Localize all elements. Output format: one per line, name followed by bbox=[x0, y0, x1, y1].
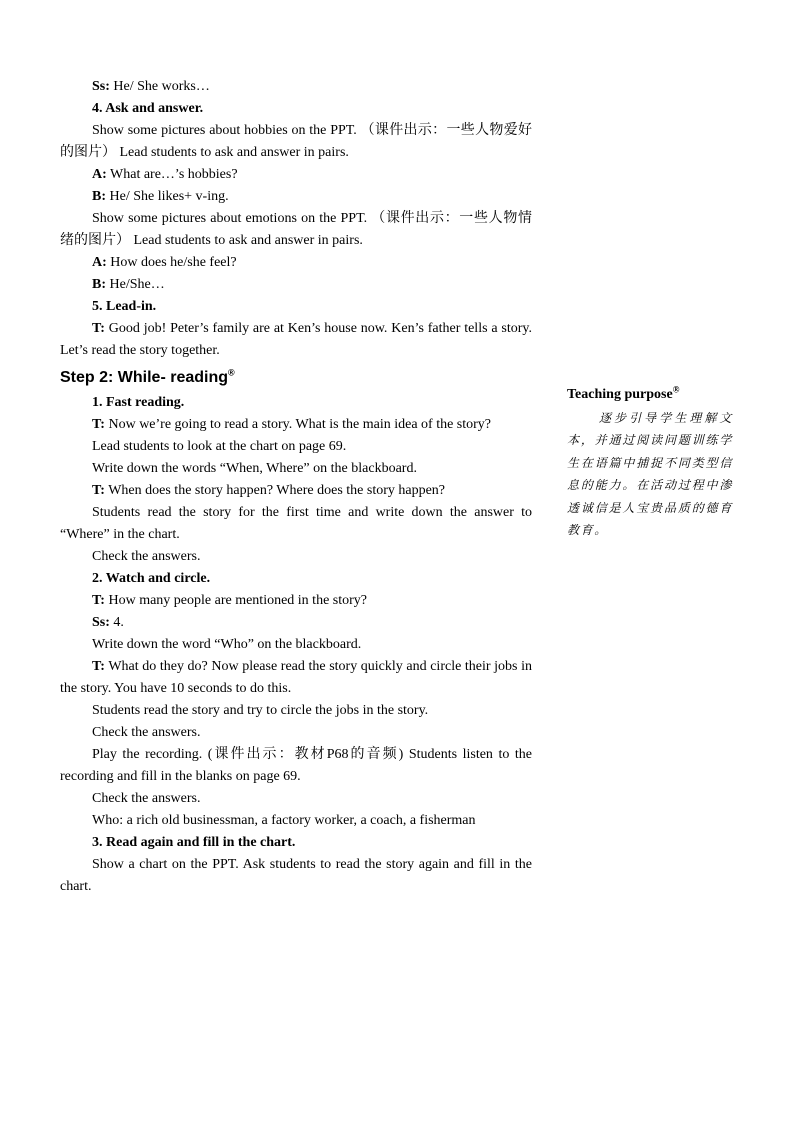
line-text: Play the recording. (课件出示：教材P68的音频) Students listen to the recording and fill in the blanks on page 69. bbox=[60, 747, 532, 784]
paragraph bbox=[60, 700, 532, 722]
speaker-label: B: bbox=[92, 189, 106, 204]
line-text: What are…’s hobbies? bbox=[106, 167, 238, 182]
speaker-label: Ss: bbox=[92, 79, 110, 94]
dialogue-line bbox=[60, 318, 532, 362]
speaker-label: Ss: bbox=[92, 615, 110, 630]
line-text: Check the answers. bbox=[92, 791, 201, 806]
speaker-label: T: bbox=[92, 417, 105, 432]
teaching-purpose-title: Teaching purpose® bbox=[567, 384, 680, 402]
speaker-label: A: bbox=[92, 167, 107, 182]
line-text: Show some pictures about hobbies on the PPT. （课件出示：一些人物爱好的图片） Lead students to ask and answer in pairs. bbox=[60, 123, 532, 160]
line-text: Show some pictures about emotions on the PPT. （课件出示：一些人物情绪的图片） Lead students to ask and answer in pairs. bbox=[60, 211, 532, 248]
line-text: He/She… bbox=[106, 277, 165, 292]
line-text: When does the story happen? Where does the story happen? bbox=[104, 483, 446, 498]
paragraph bbox=[60, 208, 532, 252]
dialogue-line bbox=[60, 590, 532, 612]
line-text: Write down the words “When, Where” on the blackboard. bbox=[92, 461, 417, 476]
line-text: Check the answers. bbox=[92, 549, 201, 564]
subheading: 1. Fast reading. bbox=[92, 395, 185, 410]
speaker-label: T: bbox=[92, 593, 105, 608]
dialogue-line bbox=[60, 252, 532, 274]
line-text: Students read the story for the first time and write down the answer to “Where” in the chart. bbox=[60, 505, 532, 542]
line-text: Show a chart on the PPT. Ask students to read the story again and fill in the chart. bbox=[60, 857, 532, 894]
paragraph bbox=[60, 744, 532, 788]
line-text: He/ She works… bbox=[109, 79, 210, 94]
paragraph bbox=[60, 436, 532, 458]
subheading: 4. Ask and answer. bbox=[92, 101, 204, 116]
step-2-heading: Step 2: While- reading® bbox=[60, 367, 235, 386]
paragraph bbox=[60, 788, 532, 810]
paragraph bbox=[60, 546, 532, 568]
subheading: 5. Lead-in. bbox=[92, 299, 157, 314]
teaching-purpose-text: 逐步引导学生理解文本，并通过阅读问题训练学生在语篇中捕捉不同类型信息的能力。在活动过程中渗透诚信是人宝贵品质的德育教育。 bbox=[567, 410, 733, 537]
paragraph bbox=[60, 120, 532, 164]
line-text: Students read the story and try to circle the jobs in the story. bbox=[92, 703, 429, 718]
speaker-label: T: bbox=[92, 659, 105, 674]
lesson-plan-body bbox=[60, 76, 532, 898]
dialogue-line bbox=[60, 164, 532, 186]
line-text: Now we’re going to read a story. What is the main idea of the story? bbox=[104, 417, 492, 432]
line-text: Lead students to look at the chart on page 69. bbox=[92, 439, 347, 454]
dialogue-line bbox=[60, 414, 532, 436]
line-text: How does he/she feel? bbox=[106, 255, 237, 270]
dialogue-line bbox=[60, 656, 532, 700]
line-text: Who: a rich old businessman, a factory worker, a coach, a fisherman bbox=[92, 813, 476, 828]
subheading: 3. Read again and fill in the chart. bbox=[92, 835, 296, 850]
paragraph bbox=[60, 722, 532, 744]
line-text: What do they do? Now please read the story quickly and circle their jobs in the story. You have 10 seconds to do this. bbox=[60, 659, 532, 696]
line-text: He/ She likes+ v-ing. bbox=[106, 189, 229, 204]
dialogue-line bbox=[60, 186, 532, 208]
line-text: Check the answers. bbox=[92, 725, 201, 740]
speaker-label: B: bbox=[92, 277, 106, 292]
dialogue-line bbox=[60, 76, 532, 98]
while-reading-section bbox=[60, 392, 532, 898]
footnote-mark: ® bbox=[228, 367, 235, 378]
dialogue-line bbox=[60, 612, 532, 634]
warmup-section bbox=[60, 76, 532, 362]
paragraph bbox=[60, 458, 532, 480]
paragraph bbox=[60, 634, 532, 656]
line-text: 4. bbox=[109, 615, 124, 630]
line-text: How many people are mentioned in the story? bbox=[104, 593, 368, 608]
speaker-label: A: bbox=[92, 255, 107, 270]
line-text: Good job! Peter’s family are at Ken’s house now. Ken’s father tells a story. Let’s read the story together. bbox=[60, 321, 532, 358]
speaker-label: T: bbox=[92, 483, 105, 498]
dialogue-line bbox=[60, 480, 532, 502]
speaker-label: T: bbox=[92, 321, 105, 336]
footnote-mark: ® bbox=[672, 384, 680, 395]
subheading: 2. Watch and circle. bbox=[92, 571, 211, 586]
dialogue-line bbox=[60, 274, 532, 296]
teaching-purpose-sidebar bbox=[567, 384, 733, 542]
paragraph bbox=[60, 854, 532, 898]
paragraph bbox=[60, 810, 532, 832]
line-text: Write down the word “Who” on the blackboard. bbox=[92, 637, 362, 652]
paragraph bbox=[60, 502, 532, 546]
